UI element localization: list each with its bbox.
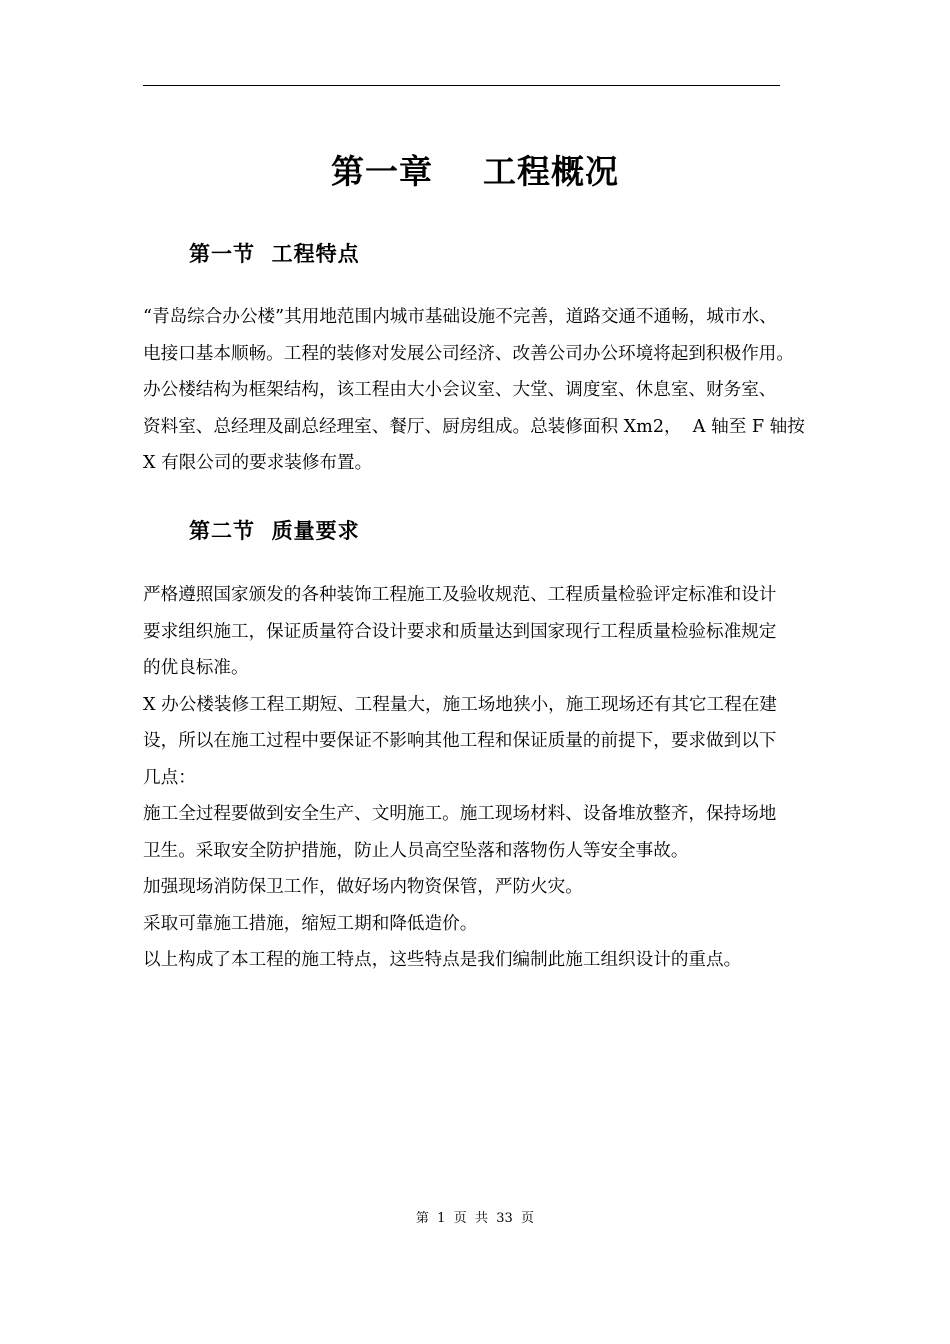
text-line: 办公楼结构为框架结构，该工程由大小会议室、大堂、调度室、休息室、财务室、 — [143, 380, 777, 400]
text-line: 严格遵照国家颁发的各种装饰工程施工及验收规范、工程质量检验评定标准和设计 — [143, 585, 777, 605]
text-line: 设，所以在施工过程中要保证不影响其他工程和保证质量的前提下，要求做到以下 — [143, 731, 777, 751]
text-line: 几点： — [143, 767, 196, 788]
section-2-body — [143, 577, 843, 979]
text-line: 施工全过程要做到安全生产、文明施工。施工现场材料、设备堆放整齐，保持场地 — [143, 804, 777, 824]
text-line: 以上构成了本工程的施工特点，这些特点是我们编制此施工组织设计的重点。 — [143, 950, 742, 970]
section-title-1: 第一节 工程特点 — [189, 242, 360, 266]
page-footer: 第 1 页 共 33 页 — [415, 1211, 535, 1226]
text-line: 资料室、总经理及副总经理室、餐厅、厨房组成。总装修面积 Xm2， A 轴至 F 轴按 — [143, 416, 805, 437]
text-line: 加强现场消防保卫工作，做好场内物资保管，严防火灾。 — [143, 877, 583, 897]
text-line: 采取可靠施工措施，缩短工期和降低造价。 — [143, 913, 478, 934]
text-line: 要求组织施工，保证质量符合设计要求和质量达到国家现行工程质量检验标准规定 — [143, 621, 777, 642]
header-rule — [143, 85, 780, 86]
text-line: “青岛综合办公楼”其用地范围内城市基础设施不完善，道路交通不通畅，城市水、 — [143, 307, 777, 327]
text-line: X 有限公司的要求装修布置。 — [143, 453, 373, 473]
chapter-title: 第一章 工程概况 — [331, 152, 619, 191]
text-line: 的优良标准。 — [143, 658, 249, 678]
text-line: 电接口基本顺畅。工程的装修对发展公司经济、改善公司办公环境将起到积极作用。 — [143, 343, 794, 364]
text-line: X 办公楼装修工程工期短、工程量大，施工场地狭小，施工现场还有其它工程在建 — [143, 694, 777, 715]
text-line: 卫生。采取安全防护措施，防止人员高空坠落和落物伤人等安全事故。 — [143, 840, 689, 861]
section-1-body — [143, 299, 843, 482]
section-title-2: 第二节 质量要求 — [189, 519, 360, 543]
